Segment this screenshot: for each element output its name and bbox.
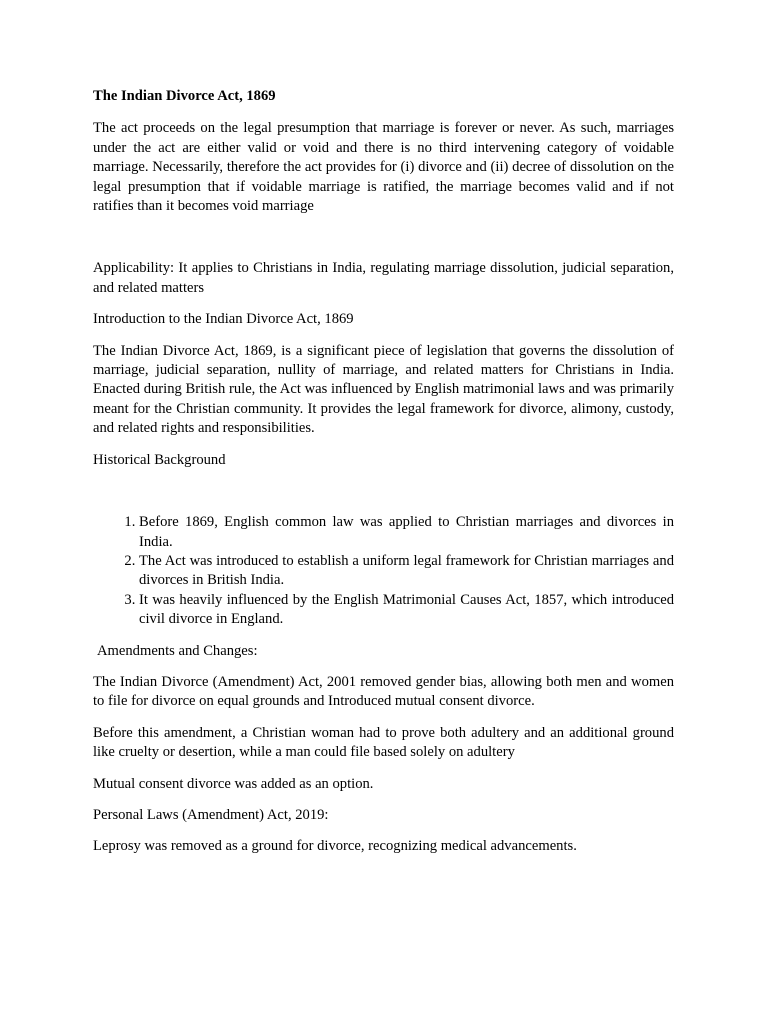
document-page (93, 87, 674, 869)
historical-list (93, 513, 674, 629)
historical-heading: Historical Background (93, 451, 226, 468)
personal-laws-heading: Personal Laws (Amendment) Act, 2019: (93, 806, 329, 823)
before-amendment-paragraph: Before this amendment, a Christian woman had to prove both adultery and an additional ground like cruelty or desertion, while a man could file based solely on adultery (93, 724, 674, 761)
intro-paragraph: The act proceeds on the legal presumption that marriage is forever or never. As such, marriages under the act are either valid or void and there is no third intervening category of voidable marriage. Necessarily, therefore the act provides for (i) divorce and (ii) decree of dissolution on the legal presumption that if voidable marriage is ratified, the marriage becomes valid and if not ratifies than it becomes void marriage (93, 120, 674, 215)
amendments-heading: Amendments and Changes: (97, 642, 258, 659)
spacer (93, 228, 674, 259)
list-item: 2. The Act was introduced to establish a uniform legal framework for Christian marriages and divorces in British India. (139, 552, 674, 591)
introduction-heading: Introduction to the Indian Divorce Act, 1869 (93, 311, 354, 328)
amendment-2001-paragraph: The Indian Divorce (Amendment) Act, 2001 removed gender bias, allowing both men and women to file for divorce on equal grounds and Introduced mutual consent divorce. (93, 673, 674, 710)
leprosy-paragraph: Leprosy was removed as a ground for divorce, recognizing medical advancements. (93, 838, 577, 855)
document-title: The Indian Divorce Act, 1869 (93, 88, 276, 104)
mutual-consent-paragraph: Mutual consent divorce was added as an option. (93, 775, 374, 792)
list-item: 3. It was heavily influenced by the English Matrimonial Causes Act, 1857, which introduced civil divorce in England. (139, 591, 674, 630)
applicability-paragraph: Applicability: It applies to Christians in India, regulating marriage dissolution, judicial separation, and related matters (93, 260, 674, 296)
list-item: 1. Before 1869, English common law was applied to Christian marriages and divorces in India. (139, 513, 674, 552)
introduction-body: The Indian Divorce Act, 1869, is a significant piece of legislation that governs the dissolution of marriage, judicial separation, nullity of marriage, and related matters for Christians in India. Enacted during British rule, the Act was influenced by English matrimonial laws and was primarily meant for the Christian community. It provides the legal framework for divorce, alimony, custody, and related rights and responsibilities. (93, 342, 674, 437)
spacer (93, 482, 674, 513)
